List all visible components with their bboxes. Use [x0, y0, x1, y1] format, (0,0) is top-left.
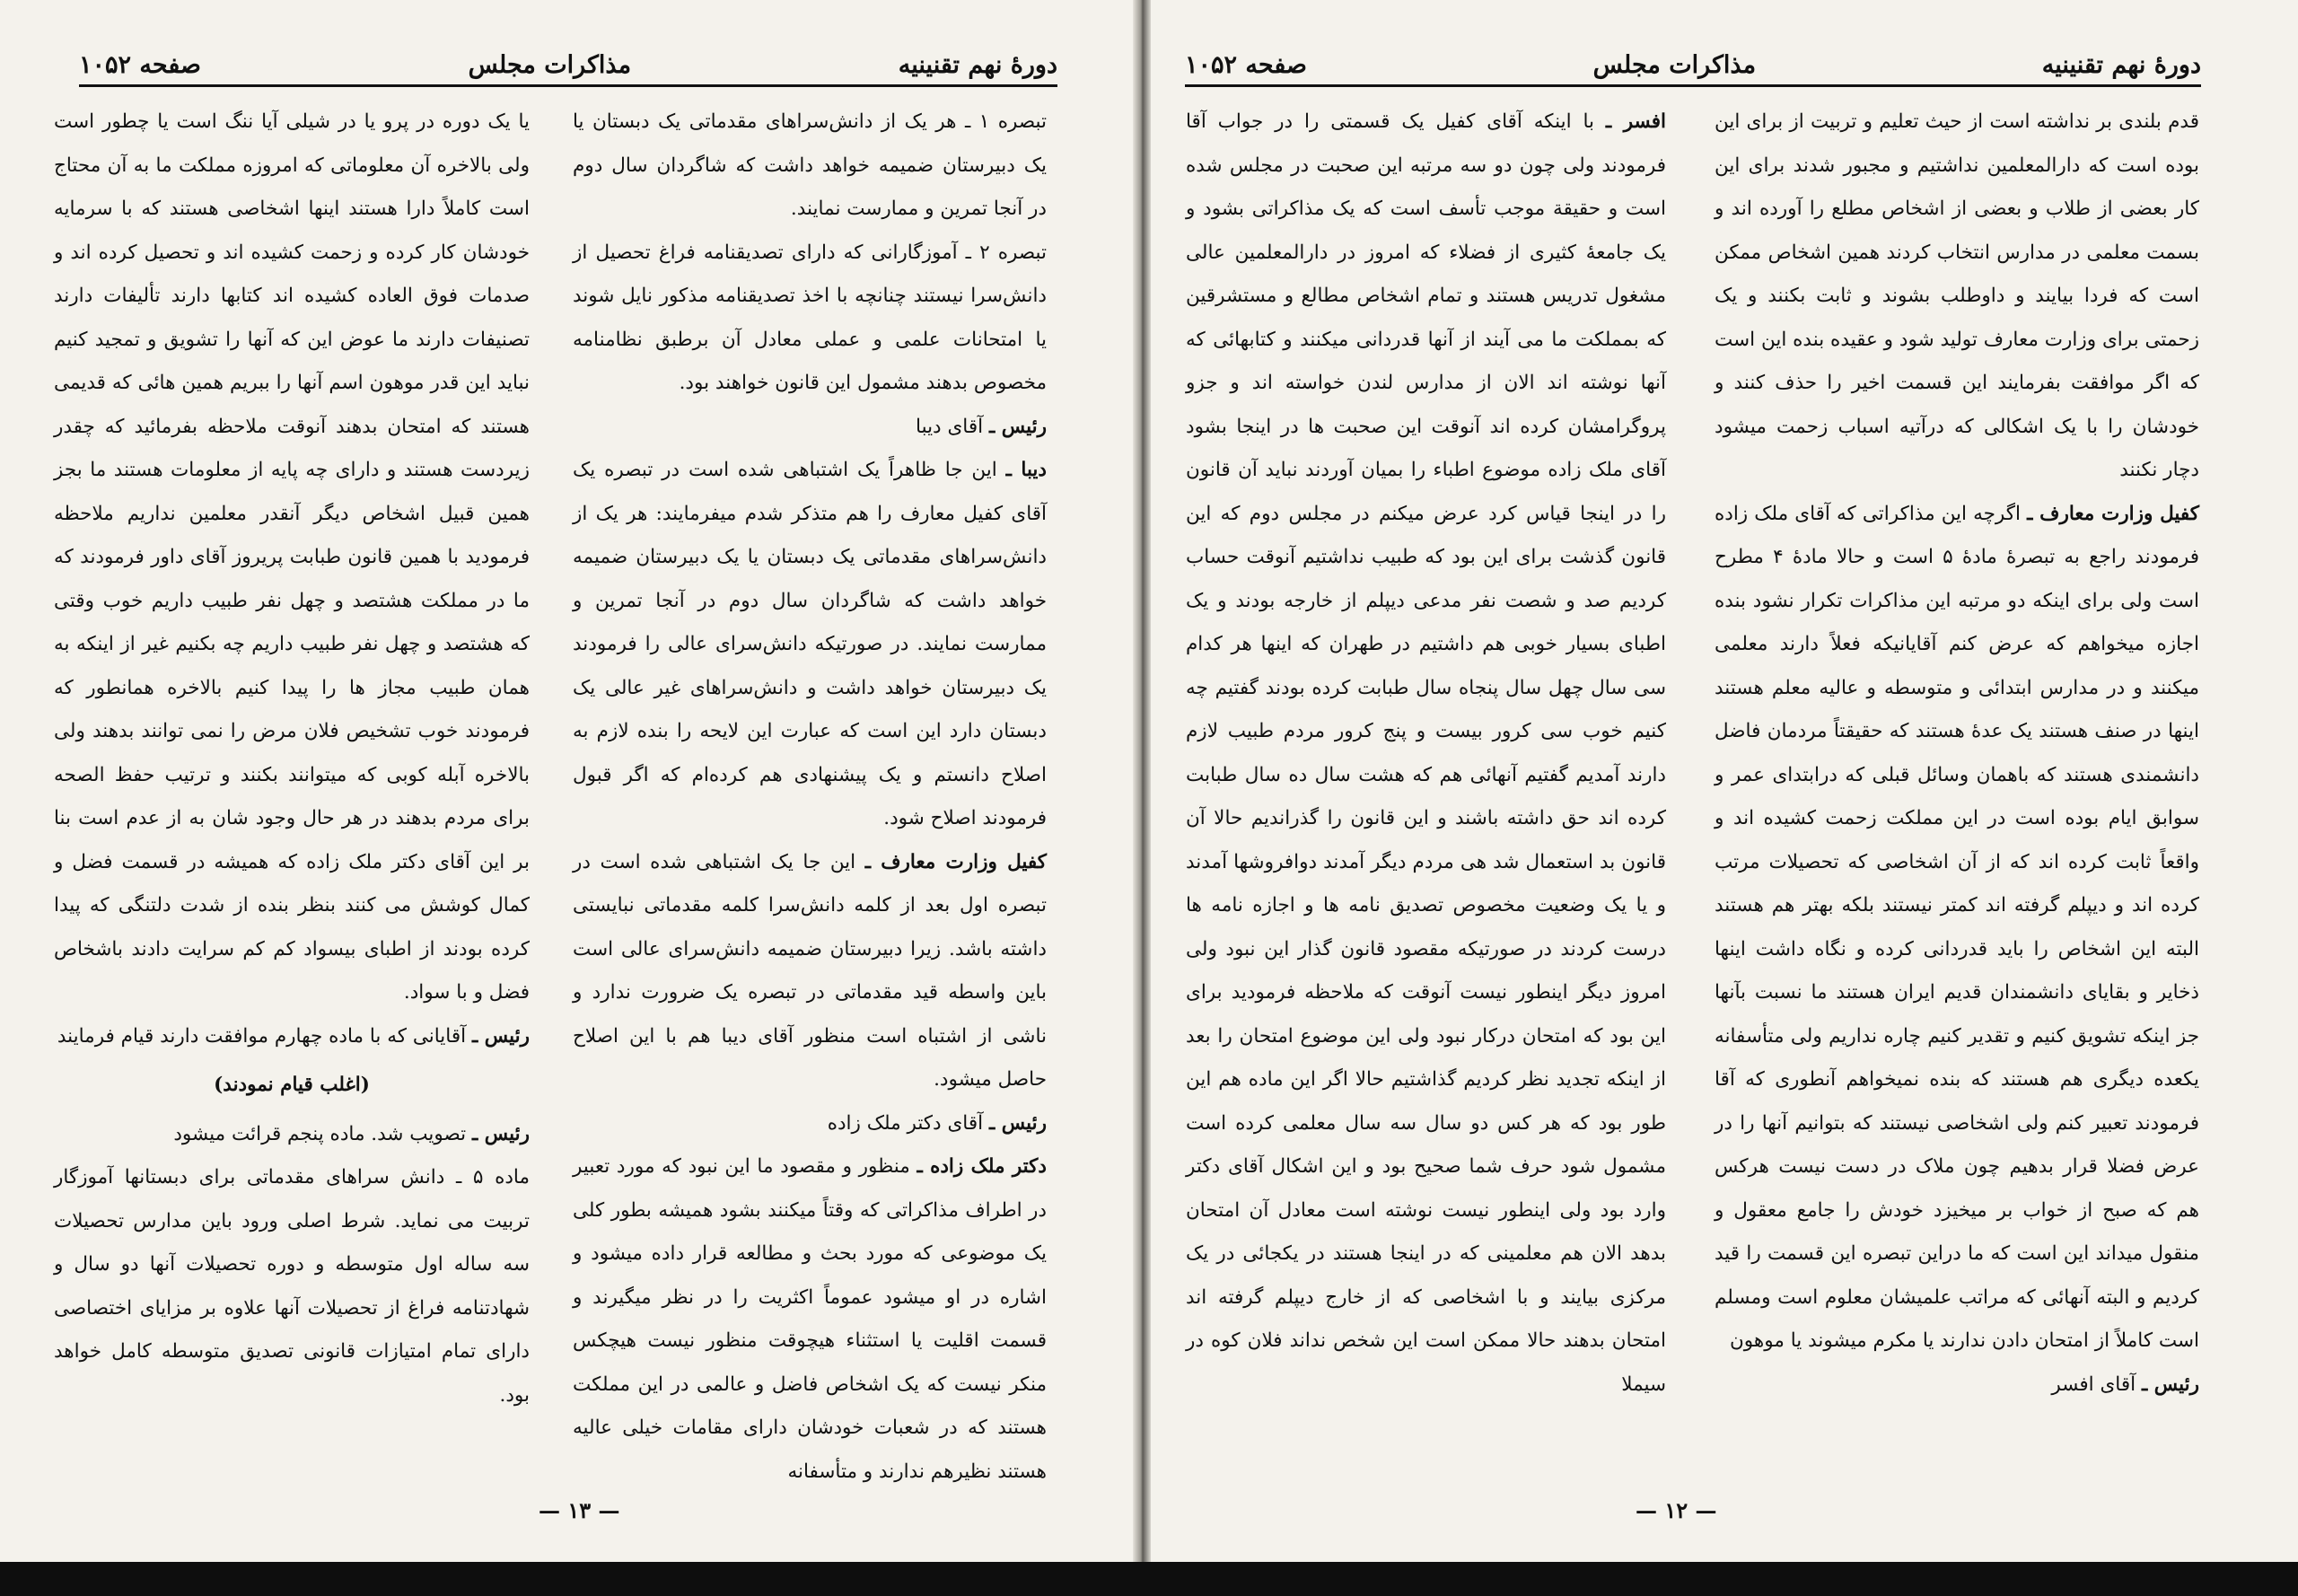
- paragraph-text: آقای دیبا: [916, 415, 984, 438]
- paragraph: [1715, 101, 2199, 493]
- book-spine: [1133, 0, 1151, 1562]
- paragraph: [1715, 1364, 2199, 1407]
- paragraph: [573, 101, 1047, 232]
- page-header: [79, 39, 1057, 87]
- paragraph: [54, 101, 530, 1015]
- speaker-name: رئیس ـ: [471, 1122, 530, 1145]
- publication-title: مذاکرات مجلس: [468, 51, 632, 79]
- publication-title: مذاکرات مجلس: [1592, 51, 1757, 79]
- paragraph-text: تبصره ۲ ـ آموزگارانی که دارای تصدیقنامه فراغ تحصیل از دانش‌سرا نیستند چنانچه با اخذ تصدیقنامه مذکور نایل شوند یا امتحانات علمی و عملی معادل آن برطبق نظامنامه مخصوص بدهند مشمول این قانون خواهند بود.: [573, 241, 1047, 394]
- paragraph-text: تبصره ۱ ـ هر یک از دانش‌سراهای مقدماتی یک دبستان یا یک دبیرستان ضمیمه خواهد داشت که شاگردان سال دوم در آنجا تمرین و ممارست نمایند.: [573, 110, 1048, 220]
- speaker-name: رئیس ـ: [2141, 1372, 2199, 1396]
- speaker-name: دیبا ـ: [1005, 459, 1047, 481]
- paragraph-text: تصویب شد. ماده پنجم قرائت میشود: [173, 1122, 467, 1145]
- stage-direction: (اغلب قیام نمودند): [214, 1074, 370, 1096]
- paragraph: [573, 1102, 1047, 1146]
- page-number: — ۱۳ —: [539, 1497, 620, 1523]
- speaker-name: دکتر ملک زاده ـ: [917, 1155, 1047, 1178]
- page-header: [1185, 39, 2201, 87]
- text-column-right: [1715, 101, 2199, 1407]
- paragraph: [54, 1156, 530, 1417]
- speaker-name: کفیل وزارت معارف ـ: [2027, 502, 2199, 525]
- left-page: [0, 0, 1133, 1562]
- paragraph-text: اگرچه این مذاکراتی که آقای ملک زاده فرمودند راجع به تبصرهٔ مادهٔ ۵ است و حالا مادهٔ ۴ مطرح است ولی برای اینکه دو مرتبه این مذاکرات تکرار نشود بنده اجازه میخواهم که عرض کنم آقایانیکه فعلاً دارند معلمی میکنند و در مدارس ابتدائی و متوسطه و عالیه معلم هستند اینها در صنف هستند یک عدهٔ هستند که حقیقتاً مردمان فاضل دانشمندی هستند که باهمان وسائل قبلی که درابتدای عمر و سوابق ایام بوده است در این مملکت زحمت کشیده اند و واقعاً ثابت کرده اند که از آن اشخاصی که تحصیلات مرتب کرده اند و دیپلم گرفته اند کمتر نیستند بلکه بهتر هم هستند البته این اشخاص را باید قدردانی کرده و نگاه داشت اینها ذخایر و بقایای دانشمندان قدیم ایران هستند ما نسبت بآنها جز اینکه تشویق کنیم و تقدیر کنیم چاره نداریم ولی متأسفانه یکعده دیگری هم هستند که بنده نمیخواهم آنطوری که آقا فرمودند تعبیر کنم ولی اشخاصی نیستند که بتوانیم آنها را در عرض فضلا قرار بدهیم چون ملاک در دست نیست هرکس هم که صبح از خواب بر میخیزد خودش را جامع معقول و منقول میداند این است که ما دراین تبصره این قسمت را قید کردیم و البته آنهائی که مراتب علمیشان معلوم است ومسلم است کاملاً از امتحان دادن ندارند یا مکرم میشوند یا موهون: [1715, 502, 2199, 1352]
- speaker-name: کفیل وزارت معارف ـ: [864, 850, 1047, 873]
- paragraph-text: ماده ۵ ـ دانش سراهای مقدماتی برای دبستانها آموزگار تربیت می نماید. شرط اصلی ورود باین مدارس تحصیلات سه ساله اول متوسطه و دوره تحصیلات آنها دو سال و شهادتنامه فراغ از تحصیلات آنها علاوه بر مزایای اختصاصی دارای تمام امتیازات قانونی تصدیق متوسطه کامل خواهد بود.: [54, 1166, 530, 1407]
- right-page: [1151, 0, 2298, 1562]
- paragraph-text: یا یک دوره در پرو یا در شیلی آیا ننگ است یا چطور است ولی بالاخره آن معلوماتی که امروزه مملکت ما به آن محتاج است کاملاً دارا هستند اینها اشخاصی هستند که با سرمایه خودشان کار کرده و زحمت کشیده اند و تحصیل کرده اند و صدمات فوق العاده کشیده اند کتابها دارند تألیفات دارند تصنیفات دارند ما عوض این که آنها را تشویق و تمجید کنیم نباید این قدر موهون اسم آنها را ببریم همین هائی که قدیمی هستند که امتحان بدهند آنوقت ملاحظه بفرمائید که چقدر زیردست هستند و دارای چه پایه از معلومات هستند ما بجز همین قبیل اشخاص دیگر آنقدر معلمین نداریم ملاحظه فرمودید با همین قانون طبابت پریروز آقای داور فرمودند که ما در مملکت هشتصد و چهل نفر طبیب داریم خوب وقتی که هشتصد و چهل نفر طبیب داریم چه بکنیم غیر از اینکه به همان طبیب مجاز ها را پیدا کنیم بالاخره همانطور که فرمودند خوب تشخیص فلان مرض را نمی توانند بدهند ولی بالاخره آبله کوبی که میتوانند بکنند و ترتیب حفظ الصحه برای مردم بدهند در هر حال وجود شان به از عدم است بنا بر این آقای دکتر ملک زاده که همیشه در قسمت فضل و کمال کوشش می کنند بنظر بنده از شدت دلتنگی که پیدا کرده بودند از اطبای بیسواد کم کم سرایت دادند باشخاص فضل و با سواد.: [54, 110, 530, 1004]
- paragraph: [573, 232, 1047, 406]
- text-column-left: [54, 101, 530, 1417]
- paragraph: [573, 841, 1047, 1102]
- paragraph-text: با اینکه آقای کفیل یک قسمتی را در جواب آقا فرمودند ولی چون دو سه مرتبه این صحبت در مجلس شده است و حقیقة موجب تأسف است که یک مذاکراتی بشود و یک جامعهٔ کثیری از فضلاء که امروز در دارالمعلمین عالی مشغول تدریس هستند و تمام اشخاص مطالع و مستشرقین که بمملکت ما می آیند از آنها قدردانی میکنند و کتابهائی که آنها نوشته اند الان از مدارس لندن خواسته اند و جزو پروگرامشان کرده اند آنوقت این صحبت ها در اینجا بشود آقای ملک زاده موضوع اطباء را بمیان آوردند نباید آن قانون را در اینجا قیاس کرد عرض میکنم در مجلس دوم که این قانون گذشت برای این بود که طبیب نداشتیم آنوقت حساب کردیم صد و شصت نفر مدعی دیپلم از خارجه بودند و یک اطبای بسیار خوبی هم داشتیم در طهران که اینها هر کدام سی سال چهل سال پنجاه سال طبابت کرده بودند گفتیم چه کنیم خوب سی کرور بیست و پنج کرور مردم طبیب لازم دارند آمدیم گفتیم آنهائی هم که هشت سال ده سال طبابت کرده اند حق داشته باشند و این قانون را گذراندیم حالا آن قانون بد استعمال شد هی مردم دیگر آمدند دوافروشها آمدند و یا یک وضعیت مخصوص تصدیق نامه ها و اجازه نامه ها درست کردند در صورتیکه مقصود قانون گذار این نبود ولی امروز دیگر اینطور نیست آنوقت که ملاحظه فرمودید برای این بود که امتحان درکار نبود ولی این موضوع امتحان را بعد از اینکه تجدید نظر کردیم گذاشتیم حالا اگر این ماده هم این طور بود که هر کس دو سال سه سال معلمی کرده است مشمول شود حرف شما صحیح بود و این اشکال آقای دکتر وارد بود ولی اینطور نیست نوشته است معادل آن امتحان بدهد الان هم معلمینی که در اینجا هستند در یکجائی در یک مرکزی بیایند و با اشخاصی که از خارج دیپلم گرفته اند امتحان بدهند حالا ممکن است این شخص نداند فلان کوه در سیملا: [1186, 110, 1666, 1396]
- speaker-name: افسر ـ: [1605, 110, 1666, 133]
- paragraph-text: قدم بلندی بر نداشته است از حیث تعلیم و تربیت از برای این بوده است که دارالمعلمین نداشتیم و مجبور شدند برای این کار بعضی از طلاب و بعضی از اشخاص مطلع را آورده اند و بسمت معلمی در مدارس انتخاب کردند همین اشخاص ممکن است که فردا بیایند و داوطلب بشوند و ثابت بکنند و یک زحمتی برای وزارت معارف تولید شود و عقیده بنده این است که اگر موافقت بفرمایند این قسمت اخیر را حذف کنند و خودشان را با یک اشکالی که درآتیه اسباب زحمت میشود دچار نکنند: [1715, 110, 2199, 481]
- paragraph-text: این جا یک اشتباهی شده است در تبصره اول بعد از کلمه دانش‌سرا کلمه مقدماتی نبایستی داشته باشد. زیرا دبیرستان ضمیمه دانش‌سرای عالی است باین واسطه قید مقدماتی در تبصره یک ضرورت ندارد و ناشی از اشتباه است منظور آقای دیبا هم با این اصلاح حاصل میشود.: [573, 850, 1047, 1091]
- page-label: صفحه ۱۰۵۲: [79, 51, 201, 79]
- paragraph: [573, 1145, 1047, 1494]
- paragraph: [1186, 101, 1666, 1407]
- scan-edge: [0, 1562, 2298, 1596]
- paragraph-text: منظور و مقصود ما این نبود که مورد تعبیر در اطراف مذاکراتی که وقتاً میکنند بشود همیشه بطور کلی یک موضوعی که مورد بحث و مطالعه قرار داده میشود و اشاره در او میشود عموماً اکثریت را در نظر میگیرند و قسمت اقلیت یا استثناء هیچوقت منظور نیست هیچکس منکر نیست که یک اشخاص فاضل و عالمی در این مملکت هستند که در شعبات خودشان دارای مقامات خیلی عالیه هستند نظیرهم ندارند و متأسفانه: [573, 1155, 1047, 1483]
- paragraph: [54, 1015, 530, 1059]
- legislative-period: دورهٔ نهم تقنینیه: [898, 51, 1057, 79]
- paragraph: [1715, 493, 2199, 1364]
- paragraph-text: این جا ظاهراً یک اشتباهی شده است در تبصره یک آقای کفیل معارف را هم متذکر شدم میفرمایند: هر یک از دانش‌سراهای مقدماتی یک دبستان یا یک دبیرستان ضمیمه خواهد داشت که شاگردان سال دوم در آنجا تمرین و ممارست نمایند. در صورتیکه دانش‌سرای عالی را فرمودند یک دبیرستان خواهد داشت و دانش‌سراهای غیر عالی یک دبستان دارد این است که عبارت این لایحه را بنده لازم به اصلاح دانستم و یک پیشنهادی هم کرده‌ام که اگر قبول فرمودند اصلاح شود.: [573, 459, 1047, 829]
- text-column-left: [1186, 101, 1666, 1407]
- page-number: — ۱۲ —: [1636, 1497, 1717, 1523]
- speaker-name: رئیس ـ: [988, 1111, 1047, 1135]
- paragraph: [573, 406, 1047, 450]
- paragraph: [54, 1113, 530, 1157]
- paragraph-text: آقایانی که با ماده چهارم موافقت دارند قیام فرمایند: [57, 1024, 467, 1048]
- text-column-right: [573, 101, 1047, 1494]
- page-label: صفحه ۱۰۵۲: [1185, 51, 1307, 79]
- speaker-name: رئیس ـ: [471, 1024, 530, 1048]
- legislative-period: دورهٔ نهم تقنینیه: [2041, 51, 2201, 79]
- paragraph-text: آقای افسر: [2051, 1372, 2136, 1396]
- speaker-name: رئیس ـ: [988, 415, 1047, 438]
- paragraph-text: آقای دکتر ملک زاده: [827, 1111, 984, 1135]
- paragraph: [573, 449, 1047, 841]
